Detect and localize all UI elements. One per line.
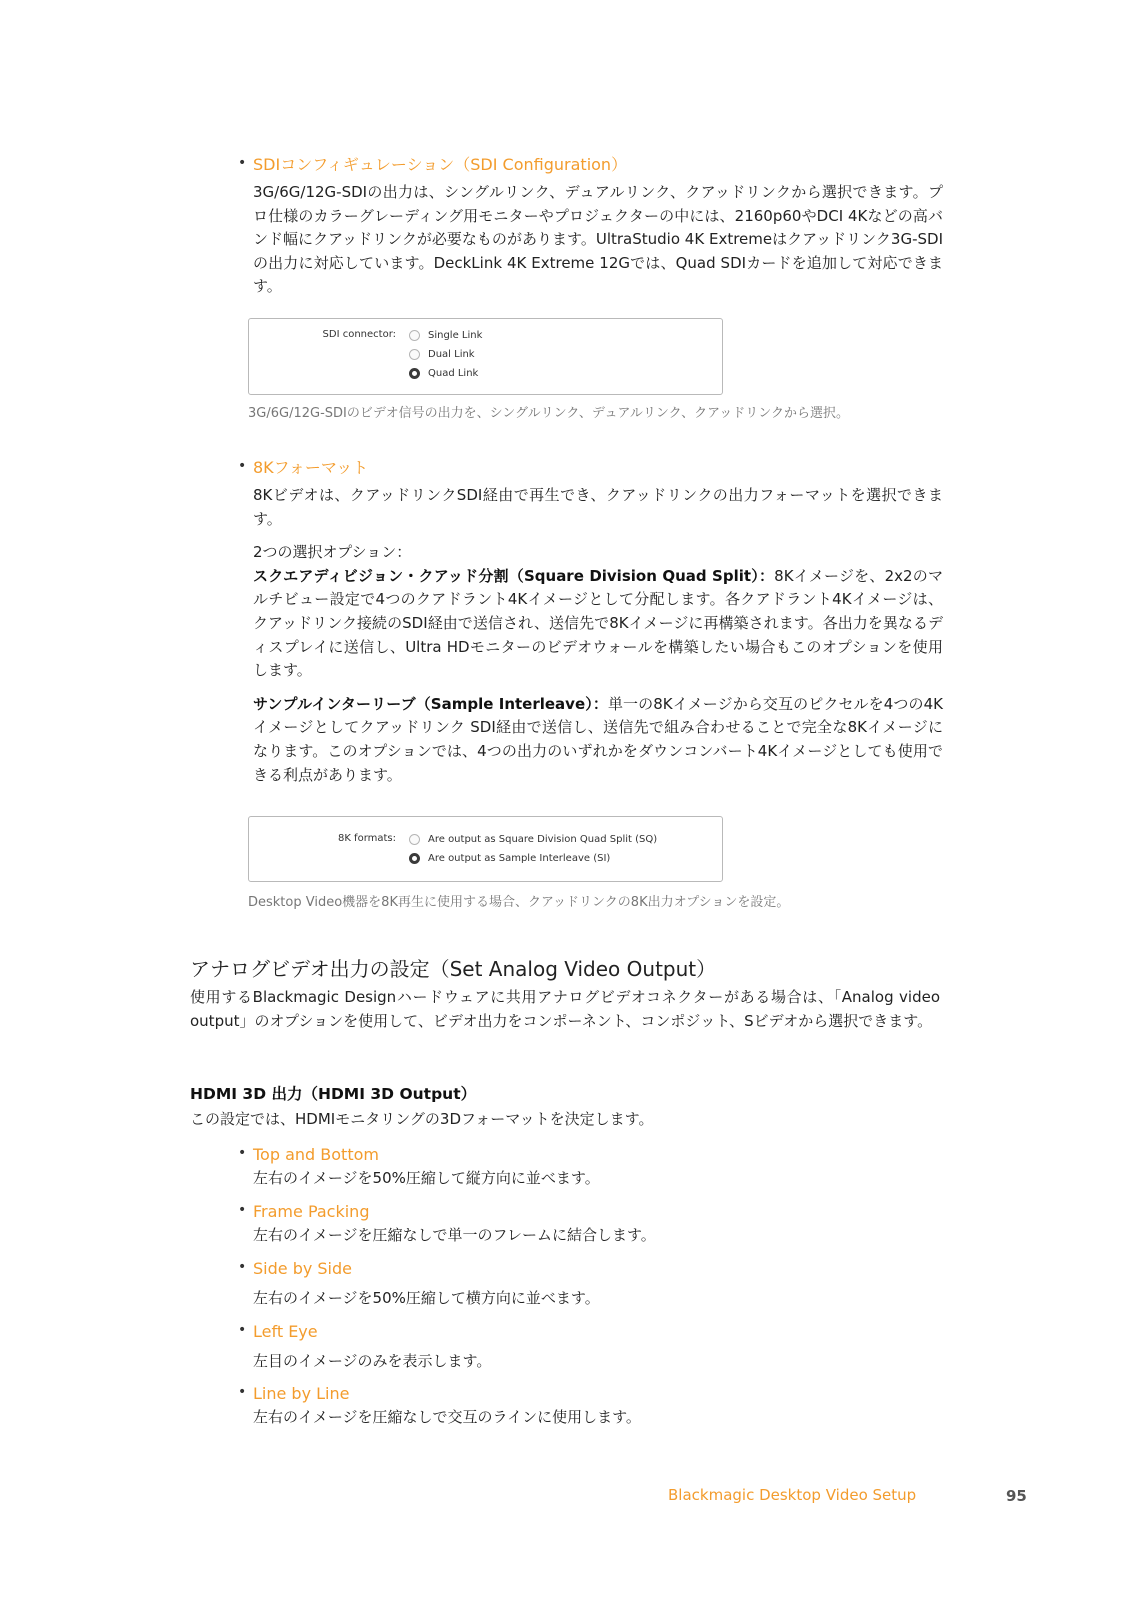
analog-output-title: アナログビデオ出力の設定（Set Analog Video Output） xyxy=(190,957,717,981)
footer-title: Blackmagic Desktop Video Setup xyxy=(668,1486,917,1504)
sdi-config-title: SDIコンフィギュレーション（SDI Configuration） xyxy=(253,155,628,174)
hdmi-item-desc: 左右のイメージを圧縮なしで交互のラインに使用します。 xyxy=(253,1408,641,1426)
hdmi-3d-section xyxy=(190,1082,940,1132)
format-8k-title: 8Kフォーマット xyxy=(253,458,369,477)
radio-label: Quad Link xyxy=(428,367,479,379)
analog-output-section xyxy=(190,956,940,1033)
hdmi-item-desc: 左右のイメージを50%圧縮して縦方向に並べます。 xyxy=(253,1169,600,1187)
hdmi-item-line-by-line xyxy=(238,1384,943,1430)
radio-dual-link[interactable] xyxy=(409,346,475,362)
sdi-config-body: 3G/6G/12G-SDIの出力は、シングルリンク、デュアルリンク、クアッドリンクから選択できます。プロ仕様のカラーグレーディング用モニターやプロジェクターの中には、2160p60やDCI 4Kなどの高バンド幅にクアッドリンクが必要なものがあります。UltraStudio 4K Extremeはクアッドリンク3G-SDIの出力に対応しています。DeckLink 4K Extreme 12Gでは、Quad SDIカードを追加して対応できます。 xyxy=(253,183,943,296)
hdmi-item-desc: 左目のイメージのみを表示します。 xyxy=(253,1352,492,1370)
radio-label: Are output as Square Division Quad Split (SQ) xyxy=(428,833,658,845)
radio-button-icon[interactable] xyxy=(409,834,420,845)
hdmi-item-title: Top and Bottom xyxy=(253,1145,379,1164)
option-term: スクエアディビジョン・クアッド分割（Square Division Quad Split）： xyxy=(253,566,775,585)
bullet-icon: • xyxy=(238,155,247,171)
sdi-caption: 3G/6G/12G-SDIのビデオ信号の出力を、シングルリンク、デュアルリンク、クアッドリンクから選択。 xyxy=(248,406,849,421)
radio-quad-link[interactable] xyxy=(409,365,478,381)
format-8k-label: 8K formats: xyxy=(337,833,396,844)
analog-output-body: 使用するBlackmagic Designハードウェアに共用アナログビデオコネクターがある場合は、「Analog video output」のオプションを使用して、ビデオ出力をコンポーネント、コンポジット、Sビデオから選択できます。 xyxy=(190,988,940,1030)
format-8k-body: 8Kビデオは、クアッドリンクSDI経由で再生でき、クアッドリンクの出力フォーマットを選択できます。 xyxy=(253,486,943,528)
bullet-icon: • xyxy=(238,1202,247,1218)
bullet-icon: • xyxy=(238,1384,247,1400)
hdmi-item-title: Side by Side xyxy=(253,1259,352,1278)
option-desc: 単一の8Kイメージから交互のピクセルを4つの4Kイメージとしてクアッドリンク SDI経由で送信し、送信先で組み合わせることで完全な8Kイメージになります。このオプションでは、4つの出力のいずれかをダウンコンバート4Kイメージとしても使用できる利点があります。 xyxy=(253,694,943,784)
format-8k-panel xyxy=(248,816,723,882)
hdmi-3d-intro: この設定では、HDMIモニタリングの3Dフォーマットを決定します。 xyxy=(190,1110,654,1128)
radio-sample-interleave[interactable] xyxy=(409,850,610,866)
sdi-connector-label: SDI connector: xyxy=(322,329,396,340)
option-sample-interleave xyxy=(253,693,943,787)
hdmi-item-title: Line by Line xyxy=(253,1384,350,1403)
page-number: 95 xyxy=(1006,1487,1027,1505)
sdi-connector-panel xyxy=(248,318,723,395)
radio-button-icon[interactable] xyxy=(409,330,420,341)
hdmi-item-desc: 左右のイメージを50%圧縮して横方向に並べます。 xyxy=(253,1289,600,1307)
hdmi-item-side-by-side xyxy=(238,1259,943,1311)
hdmi-3d-title: HDMI 3D 出力（HDMI 3D Output） xyxy=(190,1085,477,1103)
hdmi-item-top-and-bottom xyxy=(238,1145,943,1191)
radio-label: Single Link xyxy=(428,329,483,341)
bullet-icon: • xyxy=(238,458,247,474)
option-square-division xyxy=(253,565,943,683)
radio-label: Are output as Sample Interleave (SI) xyxy=(428,852,611,864)
bullet-icon: • xyxy=(238,1322,247,1338)
format-8k-caption: Desktop Video機器を8K再生に使用する場合、クアッドリンクの8K出力オプションを設定。 xyxy=(248,895,790,910)
hdmi-item-title: Frame Packing xyxy=(253,1202,370,1221)
sdi-config-section xyxy=(238,155,943,299)
option-desc: 8Kイメージを、2x2のマルチビュー設定で4つのクアドラント4Kイメージとして分配します。各クアドラント4Kイメージは、クアッドリンク接続のSDI経由で送信され、送信先で8Kイメージに再構築されます。各出力を異なるディスプレイに送信し、Ultra HDモニターのビデオウォールを構築したい場合もこのオプションを使用します。 xyxy=(253,566,943,680)
radio-label: Dual Link xyxy=(428,348,475,360)
radio-selected-icon[interactable] xyxy=(409,853,420,864)
radio-single-link[interactable] xyxy=(409,327,482,343)
hdmi-item-desc: 左右のイメージを圧縮なしで単一のフレームに結合します。 xyxy=(253,1226,656,1244)
format-8k-section xyxy=(238,458,943,787)
hdmi-item-title: Left Eye xyxy=(253,1322,318,1341)
radio-button-icon[interactable] xyxy=(409,349,420,360)
radio-square-division[interactable] xyxy=(409,831,657,847)
radio-selected-icon[interactable] xyxy=(409,368,420,379)
hdmi-item-left-eye xyxy=(238,1322,943,1374)
format-8k-options-intro: 2つの選択オプション： xyxy=(253,543,412,562)
bullet-icon: • xyxy=(238,1259,247,1275)
hdmi-item-frame-packing xyxy=(238,1202,943,1248)
option-term: サンプルインターリーブ（Sample Interleave）： xyxy=(253,694,608,713)
bullet-icon: • xyxy=(238,1145,247,1161)
